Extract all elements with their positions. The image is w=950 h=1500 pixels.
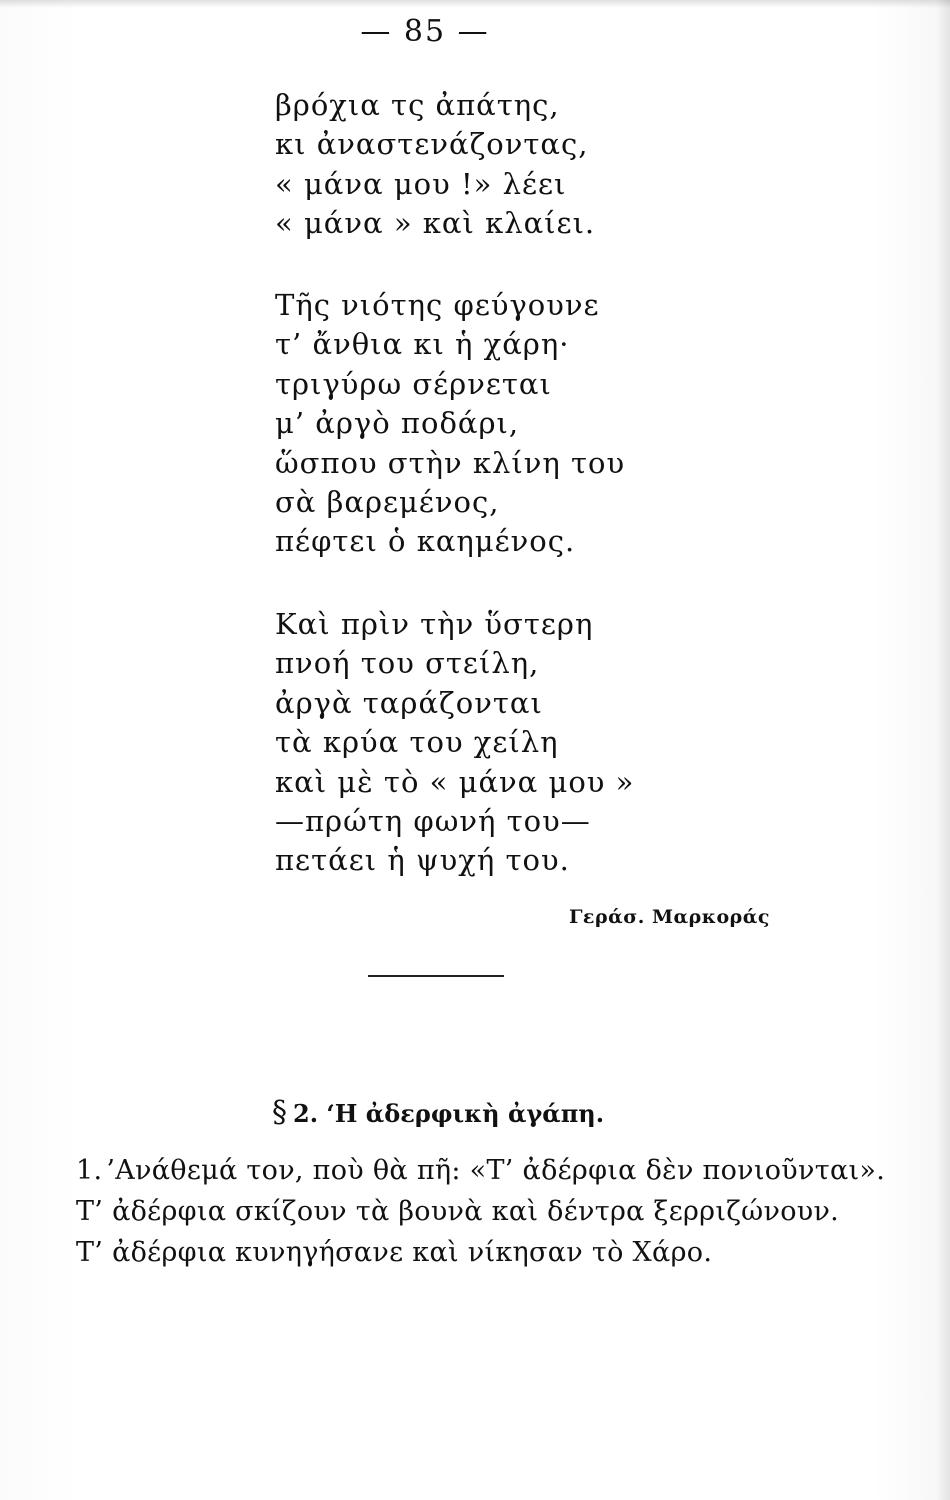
poem-stanza-3 [275, 605, 634, 881]
verse-line: « μάνα μου !» λέει [275, 166, 567, 201]
verse-line: Καὶ πρὶν τὴν ὕστερη [275, 607, 594, 641]
verse-line: πετάει ἡ ψυχή του. [275, 843, 570, 878]
section-title: 2. ‘Η ἀδερφικὴ ἀγάπη. [293, 1099, 605, 1128]
verse-line: καὶ μὲ τὸ « μάνα μου » [275, 764, 635, 799]
verse-line: πέφτει ὁ καημένος. [275, 524, 576, 559]
poem-stanza-1 [275, 86, 595, 244]
verse-line: « μάνα » καὶ κλαίει. [275, 206, 596, 241]
page-top-shadow [0, 0, 950, 8]
page-edge-shadow [936, 0, 950, 1500]
proverb-list [76, 1150, 885, 1273]
poem-stanza-2 [275, 286, 625, 562]
verse-line: ὥσπου στὴν κλίνη του [275, 445, 626, 480]
proverb-line [76, 1150, 885, 1191]
verse-line: πνοή του στείλη, [275, 646, 540, 681]
poem-author: Γεράσ. Μαρκοράς [568, 906, 770, 928]
page-number: — 85 — [360, 14, 490, 49]
section-divider [368, 975, 504, 977]
verse-line: Τῆς νιότης φεύγουνε [275, 288, 600, 322]
verse-line: ἀργὰ ταράζονται [275, 685, 543, 720]
verse-line: μ’ ἀργὸ ποδάρι, [275, 406, 520, 441]
verse-line: τριγύρω σέρνεται [275, 366, 552, 401]
verse-line: τὰ κρύα του χείλη [275, 725, 559, 760]
verse-line: —πρώτη φωνή του— [275, 804, 591, 839]
section-heading [272, 1095, 604, 1130]
section-sign: § [272, 1095, 287, 1130]
verse-line: τ’ ἄνθια κι ἡ χάρη· [275, 327, 570, 362]
proverb-text: Τ’ ἀδέρφια σκίζουν τὰ βουνὰ καὶ δέντρα ξερριζώνουν. [76, 1196, 840, 1227]
verse-line: κι ἀναστενάζοντας, [275, 127, 589, 162]
proverb-text: ’Ανάθεμά τον, ποὺ θὰ πῆ: «Τ’ ἀδέρφια δὲν πονιοῦνται». [106, 1155, 886, 1186]
proverb-number: 1. [76, 1155, 103, 1186]
verse-line: βρόχια τς ἀπάτης, [275, 88, 560, 122]
proverb-line [76, 1232, 885, 1273]
proverb-line [76, 1191, 885, 1232]
proverb-text: Τ’ ἀδέρφια κυνηγήσανε καὶ νίκησαν τὸ Χάρο. [76, 1237, 713, 1268]
verse-line: σὰ βαρεμένος, [275, 485, 500, 520]
